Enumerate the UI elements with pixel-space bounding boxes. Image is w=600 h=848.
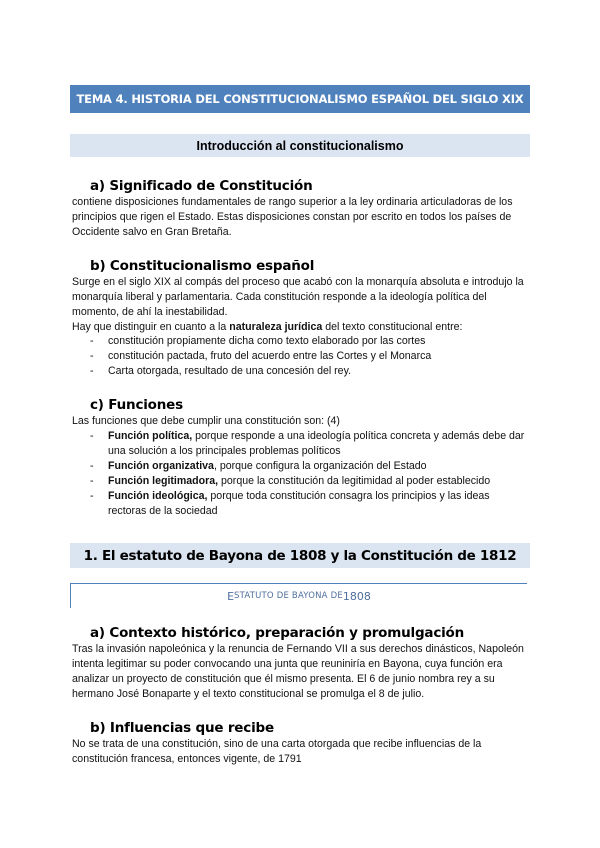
dash-bullet: - [90,490,94,502]
estatuto-initial: E [227,589,235,603]
dash-bullet: - [90,335,94,347]
heading-significado: a) Significado de Constitución [90,178,313,194]
estatuto-year: 1808 [342,589,371,603]
function-name: Función ideológica, [108,490,208,502]
list-item [90,489,530,519]
heading-influencias: b) Influencias que recibe [90,720,274,736]
paragraph-funciones-intro: Las funciones que debe cumplir una constitución son: (4) [72,415,340,427]
dash-bullet: - [90,350,94,362]
dash-bullet: - [90,365,94,377]
list-item [90,349,530,364]
estatuto-heading [70,583,527,608]
function-desc: porque responde a una ideología política concreta y además debe dar una solución a los principales problemas políticos [108,430,525,457]
naturaleza-bold: naturaleza jurídica [229,321,323,333]
heading-contexto: a) Contexto histórico, preparación y promulgación [90,625,465,641]
funciones-list [90,429,530,519]
naturaleza-juridica-line [72,320,532,335]
heading-funciones: c) Funciones [90,397,183,413]
intro-heading-band: Introducción al constitucionalismo [70,134,530,157]
section1-heading-band: 1. El estatuto de Bayona de 1808 y la Constitución de 1812 [70,543,530,568]
paragraph-constitucionalismo-espanol [72,275,532,335]
list-item [90,429,530,459]
list-item [90,459,530,474]
function-desc: porque toda constitución consagra los principios y las ideas rectoras de la sociedad [108,490,490,517]
dash-bullet: - [90,430,94,442]
dash-bullet: - [90,460,94,472]
heading-constitucionalismo-espanol: b) Constitucionalismo español [90,258,315,274]
paragraph-contexto: Tras la invasión napoleónica y la renuncia de Fernando VII a sus derechos dinásticos, Napoleón intenta legitimar su poder convocando una junta que reuniniría en Bayona, cuya función era analizar un proyecto de constitución que él mismo presenta. El 6 de junio nombra rey a su hermano José Bonaparte y el texto constitucional se promulga el 8 de julio. [72,643,524,700]
function-name: Función organizativa [108,460,214,472]
list-item [90,474,530,489]
naturaleza-list [90,334,530,379]
tema-title-banner: TEMA 4. HISTORIA DEL CONSTITUCIONALISMO ESPAÑOL DEL SIGLO XIX [70,85,530,113]
function-name: Función legitimadora, [108,475,219,487]
list-item [90,364,530,379]
function-name: Función política, [108,430,193,442]
list-item [90,334,530,349]
naturaleza-post: del texto constitucional entre: [322,321,463,333]
list-item-text: Carta otorgada, resultado de una concesión del rey. [108,365,352,377]
paragraph-constitucionalismo-body: Surge en el siglo XIX al compás del proceso que acabó con la monarquía absoluta e introdujo la monarquía liberal y parlamentaria. Cada constitución responde a la ideología política del momento, de ahí la inestabilidad. [72,276,524,318]
naturaleza-pre: Hay que distinguir en cuanto a la [72,321,230,333]
function-desc: porque la constitución da legitimidad al poder establecido [218,475,491,487]
dash-bullet: - [90,475,94,487]
list-item-text: constitución pactada, fruto del acuerdo entre las Cortes y el Monarca [108,350,432,362]
paragraph-influencias: No se trata de una constitución, sino de una carta otorgada que recibe influencias de la constitución francesa, entonces vigente, de 1791 [72,738,482,765]
function-desc: , porque configura la organización del Estado [213,460,427,472]
list-item-text: constitución propiamente dicha como texto elaborado por las cortes [108,335,426,347]
paragraph-significado: contiene disposiciones fundamentales de rango superior a la ley ordinaria articuladoras de los principios que rigen el Estado. Estas disposiciones constan por escrito en todos los países de Occidente salvo en Gran Bretaña. [72,196,513,238]
estatuto-smallcaps: STATUTO DE BAYONA DE [234,591,343,601]
